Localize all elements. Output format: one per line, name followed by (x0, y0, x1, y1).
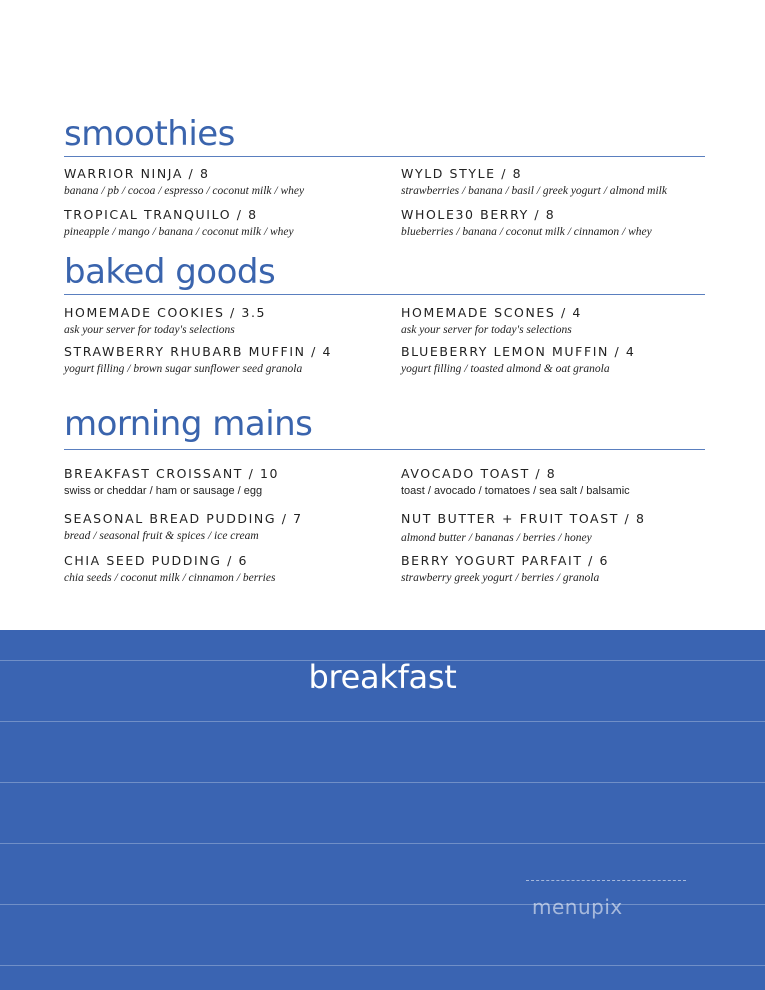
menu-item-nut-butter-fruit-toast (401, 511, 721, 545)
section-smoothies (64, 114, 705, 244)
section-title-baked-goods: baked goods (64, 252, 276, 292)
item-name: BREAKFAST CROISSANT / 10 (64, 466, 280, 481)
item-name: TROPICAL TRANQUILO / 8 (64, 207, 258, 222)
menu-item-strawberry-rhubarb-muffin (64, 344, 384, 376)
item-name: HOMEMADE SCONES / 4 (401, 305, 582, 320)
band-line (0, 965, 765, 966)
item-description: blueberries / banana / coconut milk / cinnamon / whey (401, 226, 652, 238)
footer-title: breakfast (308, 658, 457, 696)
item-description: strawberry greek yogurt / berries / granola (401, 572, 600, 584)
section-divider (64, 156, 705, 157)
band-line (0, 782, 765, 783)
menu-item-seasonal-bread-pudding (64, 511, 384, 543)
item-description: ask your server for today's selections (401, 324, 572, 336)
item-description: almond butter / bananas / berries / honey (401, 532, 592, 544)
item-description: pineapple / mango / banana / coconut milk / whey (64, 226, 294, 238)
menu-item-blueberry-lemon-muffin (401, 344, 721, 376)
item-description: toast / avocado / tomatoes / sea salt / balsamic (401, 485, 630, 497)
menu-item-whole30-berry (401, 207, 721, 239)
section-title-morning-mains: morning mains (64, 404, 313, 444)
item-description: bread / seasonal fruit & spices / ice cream (64, 530, 259, 542)
section-title-smoothies: smoothies (64, 114, 235, 154)
menu-item-avocado-toast (401, 466, 721, 498)
section-morning-mains (64, 404, 705, 594)
item-description: strawberries / banana / basil / greek yogurt / almond milk (401, 185, 667, 197)
item-name: SEASONAL BREAD PUDDING / 7 (64, 511, 303, 526)
section-baked-goods (64, 252, 705, 382)
watermark-text: menupix (532, 895, 623, 919)
menu-item-homemade-scones (401, 305, 721, 337)
item-description: swiss or cheddar / ham or sausage / egg (64, 485, 263, 497)
item-name: CHIA SEED PUDDING / 6 (64, 553, 249, 568)
item-name: HOMEMADE COOKIES / 3.5 (64, 305, 267, 320)
item-name: AVOCADO TOAST / 8 (401, 466, 557, 481)
item-description: ask your server for today's selections (64, 324, 235, 336)
menu-item-tropical-tranquilo (64, 207, 384, 239)
section-divider (64, 449, 705, 450)
item-description: banana / pb / cocoa / espresso / coconut milk / whey (64, 185, 305, 197)
item-name: STRAWBERRY RHUBARB MUFFIN / 4 (64, 344, 333, 359)
menu-item-warrior-ninja (64, 166, 384, 198)
section-divider (64, 294, 705, 295)
menu-item-chia-seed-pudding (64, 553, 384, 585)
item-name: WYLD STYLE / 8 (401, 166, 523, 181)
menu-item-berry-yogurt-parfait (401, 553, 721, 585)
item-name: NUT BUTTER + FRUIT TOAST / 8 (401, 511, 646, 526)
menu-item-wyld-style (401, 166, 721, 198)
footer-band (0, 630, 765, 990)
item-description: yogurt filling / toasted almond & oat granola (401, 363, 610, 375)
item-name: WARRIOR NINJA / 8 (64, 166, 210, 181)
item-description: chia seeds / coconut milk / cinnamon / berries (64, 572, 276, 584)
band-line (0, 843, 765, 844)
item-name: BERRY YOGURT PARFAIT / 6 (401, 553, 610, 568)
item-description: yogurt filling / brown sugar sunflower seed granola (64, 363, 303, 375)
item-name: BLUEBERRY LEMON MUFFIN / 4 (401, 344, 636, 359)
menu-item-homemade-cookies (64, 305, 384, 337)
item-name: WHOLE30 BERRY / 8 (401, 207, 556, 222)
band-line (0, 721, 765, 722)
menu-item-breakfast-croissant (64, 466, 384, 498)
watermark (526, 880, 686, 933)
